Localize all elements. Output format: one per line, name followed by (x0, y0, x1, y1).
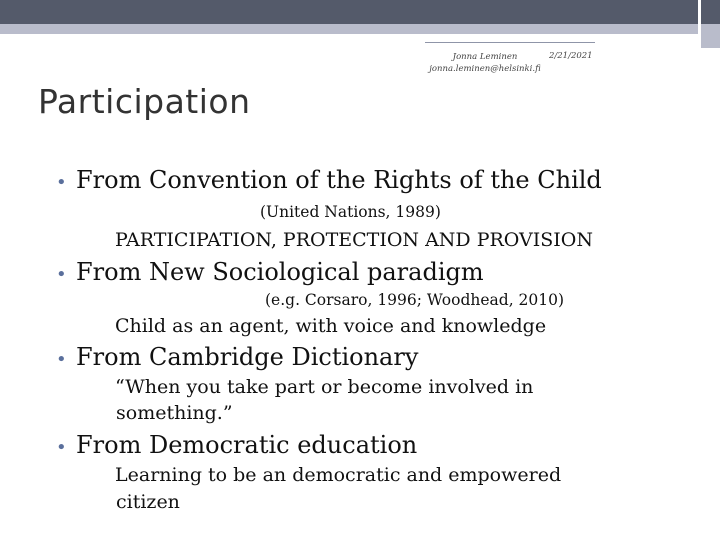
bullet-item-3 (56, 343, 418, 371)
bullet-dot-icon: • (56, 264, 67, 285)
top-bar-dark (0, 0, 698, 24)
bullet-reference: (e.g. Corsaro, 1996; Woodhead, 2010) (265, 291, 565, 309)
author-email: jonna.leminen@helsinki.fi (429, 64, 541, 74)
bullet-dot-icon: • (56, 437, 67, 458)
sub-item-continuation: citizen (116, 491, 180, 513)
sub-item-2 (114, 315, 546, 337)
sub-item-text: PARTICIPATION, PROTECTION AND PROVISION (115, 229, 593, 251)
bullet-heading: From New Sociological paradigm (76, 258, 484, 286)
bullet-reference: (United Nations, 1989) (260, 203, 441, 221)
bullet-item-1 (56, 166, 602, 194)
bullet-heading: From Democratic education (76, 431, 418, 459)
slide-title: Participation (38, 82, 251, 121)
top-bar-light (0, 24, 698, 34)
sub-item-3 (114, 376, 533, 398)
bullet-dot-icon: • (56, 172, 67, 193)
header-date: 2/21/2021 (549, 51, 593, 61)
sub-item-4 (114, 464, 561, 486)
bullet-item-4 (56, 431, 417, 459)
sub-item-text: Learning to be an democratic and empowered (115, 464, 562, 486)
sub-item-text: Child as an agent, with voice and knowledge (115, 315, 547, 337)
bullet-heading: From Cambridge Dictionary (76, 343, 419, 371)
bullet-heading: From Convention of the Rights of the Child (76, 166, 602, 194)
header-author (420, 51, 550, 75)
sub-item-1 (114, 229, 593, 251)
top-corner-light (701, 24, 720, 48)
top-corner-dark (701, 0, 720, 24)
bullet-item-2 (56, 258, 484, 286)
sub-item-continuation: something.” (116, 402, 233, 424)
header-rule (425, 42, 595, 43)
sub-item-text: “When you take part or become involved in (115, 376, 534, 398)
bullet-dot-icon: • (56, 349, 67, 370)
author-name: Jonna Leminen (452, 52, 518, 62)
